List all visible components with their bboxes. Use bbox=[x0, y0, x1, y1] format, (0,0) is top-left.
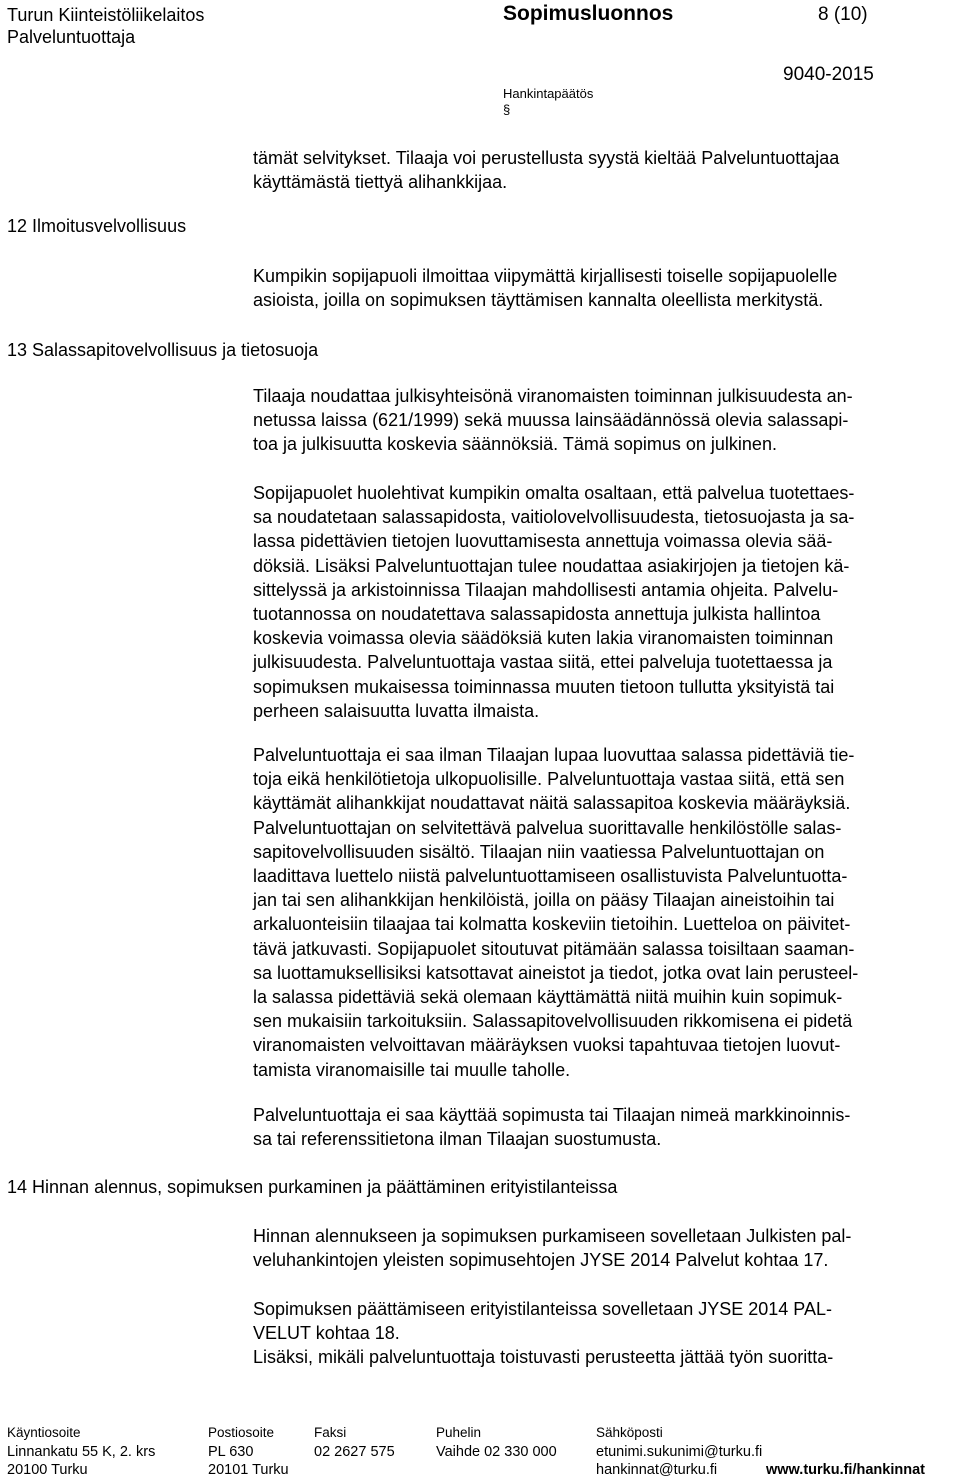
text-line: sen mukaisiin tarkoituksiin. Salassapitovelvollisuuden rikkomisena ei pidetä bbox=[253, 1011, 853, 1032]
text-line: jan tai sen alihankkijan henkilöistä, joilla on pääsy Tilaajan aineistoihin tai bbox=[253, 890, 835, 911]
paragraph-notification-duty bbox=[253, 264, 953, 312]
text-line: sapitovelvollisuuden sisältö. Tilaajan niin vaatiessa Palveluntuottajan on bbox=[253, 841, 825, 862]
text-line: perheen salaisuutta luvatta ilmaista. bbox=[253, 700, 540, 721]
section-heading-14: 14 Hinnan alennus, sopimuksen purkaminen ja päättäminen erityistilanteissa bbox=[7, 1177, 618, 1197]
footer-website-link[interactable]: www.turku.fi/hankinnat bbox=[766, 1462, 925, 1478]
footer-label: Käyntiosoite bbox=[7, 1425, 81, 1440]
decision-section-symbol: § bbox=[503, 102, 511, 117]
footer-postal-address bbox=[208, 1424, 289, 1480]
footer-label: Faksi bbox=[314, 1425, 347, 1440]
footer-value: PL 630 bbox=[208, 1443, 254, 1460]
paragraph-data-disclosure bbox=[253, 743, 953, 1082]
decision-number: 9040-2015 bbox=[783, 64, 874, 85]
text-line: viranomaisten velvoittavan määräyksen vuoksi tapahtuvaa tietojen luovut- bbox=[253, 1035, 841, 1056]
text-line: tuotannossa on noudatettava salassapidosta annettuja julkista hallintoa bbox=[253, 604, 821, 625]
text-line: VELUT kohtaa 18. bbox=[253, 1323, 400, 1344]
organization-name: Turun Kiinteistöliikelaitos bbox=[7, 5, 205, 25]
footer-value: 20100 Turku bbox=[7, 1462, 88, 1479]
text-line: sa luottamuksellisiksi katsottavat aineistot ja tiedot, jotka ovat lain perusteel- bbox=[253, 962, 859, 983]
footer-label: Puhelin bbox=[436, 1425, 482, 1440]
party-name: Palveluntuottaja bbox=[7, 27, 136, 47]
footer-value: etunimi.sukunimi@turku.fi bbox=[596, 1443, 763, 1460]
text-line: sa noudatetaan salassapidosta, vaitiolovelvollisuudesta, tietosuojasta ja sa- bbox=[253, 507, 855, 528]
text-line: Kumpikin sopijapuoli ilmoittaa viipymättä kirjallisesti toiselle sopijapuolelle bbox=[253, 266, 838, 286]
paragraph-publicity-act bbox=[253, 384, 953, 457]
text-line: netussa laissa (621/1999) sekä muussa lainsäädännössä olevia salassapi- bbox=[253, 410, 849, 431]
paragraph-subcontractor-end bbox=[253, 146, 953, 194]
paragraph-marketing bbox=[253, 1103, 953, 1151]
footer-value: 02 2627 575 bbox=[314, 1443, 395, 1460]
footer-email bbox=[596, 1424, 762, 1480]
text-line: sopimuksen mukaisessa toiminnassa muuten tietoon tullutta yksityistä tai bbox=[253, 676, 835, 697]
text-line: käyttämät alihankkijat noudattavat näitä salassapitoa koskevia määräyksiä. bbox=[253, 793, 851, 814]
footer-value: 20101 Turku bbox=[208, 1462, 289, 1479]
section-heading-13: 13 Salassapitovelvollisuus ja tietosuoja bbox=[7, 340, 319, 360]
text-line: toja eikä henkilötietoja ulkopuolisille. Palveluntuottaja vastaa siitä, että sen bbox=[253, 769, 845, 790]
footer-label: Sähköposti bbox=[596, 1425, 663, 1440]
text-line: döksiä. Lisäksi Palveluntuottajan tulee noudattaa asiakirjojen ja tietojen kä- bbox=[253, 555, 850, 576]
paragraph-confidentiality-obligations bbox=[253, 481, 953, 723]
section-heading-12: 12 Ilmoitusvelvollisuus bbox=[7, 216, 187, 236]
paragraph-price-reduction bbox=[253, 1224, 953, 1272]
text-line: sa tai referenssitietona ilman Tilaajan suostumusta. bbox=[253, 1129, 662, 1150]
text-line: Sopijapuolet huolehtivat kumpikin omalta osaltaan, että palvelua tuotettaes- bbox=[253, 483, 855, 503]
text-line: laadittava luettelo niistä palveluntuottamiseen osallistuvista Palveluntuotta- bbox=[253, 866, 848, 887]
text-line: asioista, joilla on sopimuksen täyttämisen kannalta oleellista merkitystä. bbox=[253, 290, 824, 311]
text-line: koskevia voimassa olevia säädöksiä kuten lakia viranomaisten toiminnan bbox=[253, 628, 834, 649]
text-line: Lisäksi, mikäli palveluntuottaja toistuvasti perusteetta jättää työn suoritta- bbox=[253, 1347, 834, 1368]
header-organization bbox=[7, 4, 204, 48]
text-line: sittelyssä ja arkistoinnissa Tilaajan mahdollisesti antamia ohjeita. Palvelu- bbox=[253, 579, 839, 600]
paragraph-termination bbox=[253, 1297, 953, 1370]
text-line: Tilaaja noudattaa julkisyhteisönä viranomaisten toiminnan julkisuudesta an- bbox=[253, 386, 853, 406]
page-number: 8 (10) bbox=[818, 4, 868, 25]
text-line: la salassa pidettäviä sekä olemaan käyttämättä niitä muihin kuin sopimuk- bbox=[253, 987, 843, 1008]
text-line: tämät selvitykset. Tilaaja voi perustellusta syystä kieltää Palveluntuottajaa bbox=[253, 148, 840, 168]
footer-fax bbox=[314, 1424, 395, 1461]
document-title: Sopimusluonnos bbox=[503, 2, 674, 25]
decision-label: Hankintapäätös bbox=[503, 86, 594, 101]
text-line: Sopimuksen päättämiseen erityistilanteissa sovelletaan JYSE 2014 PAL- bbox=[253, 1299, 832, 1319]
text-line: Hinnan alennukseen ja sopimuksen purkamiseen sovelletaan Julkisten pal- bbox=[253, 1226, 852, 1246]
footer-visiting-address bbox=[7, 1424, 155, 1480]
footer-value: Linnankatu 55 K, 2. krs bbox=[7, 1443, 156, 1460]
text-line: toa ja julkisuutta koskevia säännöksiä. Tämä sopimus on julkinen. bbox=[253, 434, 777, 455]
footer-phone bbox=[436, 1424, 557, 1461]
text-line: Palveluntuottajan on selvitettävä palvelua suorittavalle henkilöstölle salas- bbox=[253, 817, 842, 838]
text-line: tävä jatkuvasti. Sopijapuolet sitoutuvat pitämään salassa toisiltaan saaman- bbox=[253, 938, 855, 959]
text-line: arkaluonteisiin tilaajaa tai kolmatta koskeviin tietoihin. Luetteloa on päivitet- bbox=[253, 914, 851, 935]
text-line: julkisuudesta. Palveluntuottaja vastaa siitä, ettei palveluja tuotettaessa ja bbox=[253, 652, 833, 673]
footer-value: hankinnat@turku.fi bbox=[596, 1462, 718, 1479]
text-line: veluhankintojen yleisten sopimusehtojen JYSE 2014 Palvelut kohtaa 17. bbox=[253, 1250, 829, 1271]
footer-label: Postiosoite bbox=[208, 1425, 275, 1440]
text-line: Palveluntuottaja ei saa ilman Tilaajan lupaa luovuttaa salassa pidettäviä tie- bbox=[253, 745, 855, 765]
text-line: Palveluntuottaja ei saa käyttää sopimusta tai Tilaajan nimeä markkinoinnis- bbox=[253, 1105, 851, 1125]
text-line: tamista viranomaisille tai muulle taholle. bbox=[253, 1059, 571, 1080]
text-line: lassa pidettävien tietojen luovuttamisesta annettuja voimassa olevia sää- bbox=[253, 531, 833, 552]
text-line: käyttämästä tiettyä alihankkijaa. bbox=[253, 172, 508, 193]
footer-value: Vaihde 02 330 000 bbox=[436, 1443, 557, 1460]
